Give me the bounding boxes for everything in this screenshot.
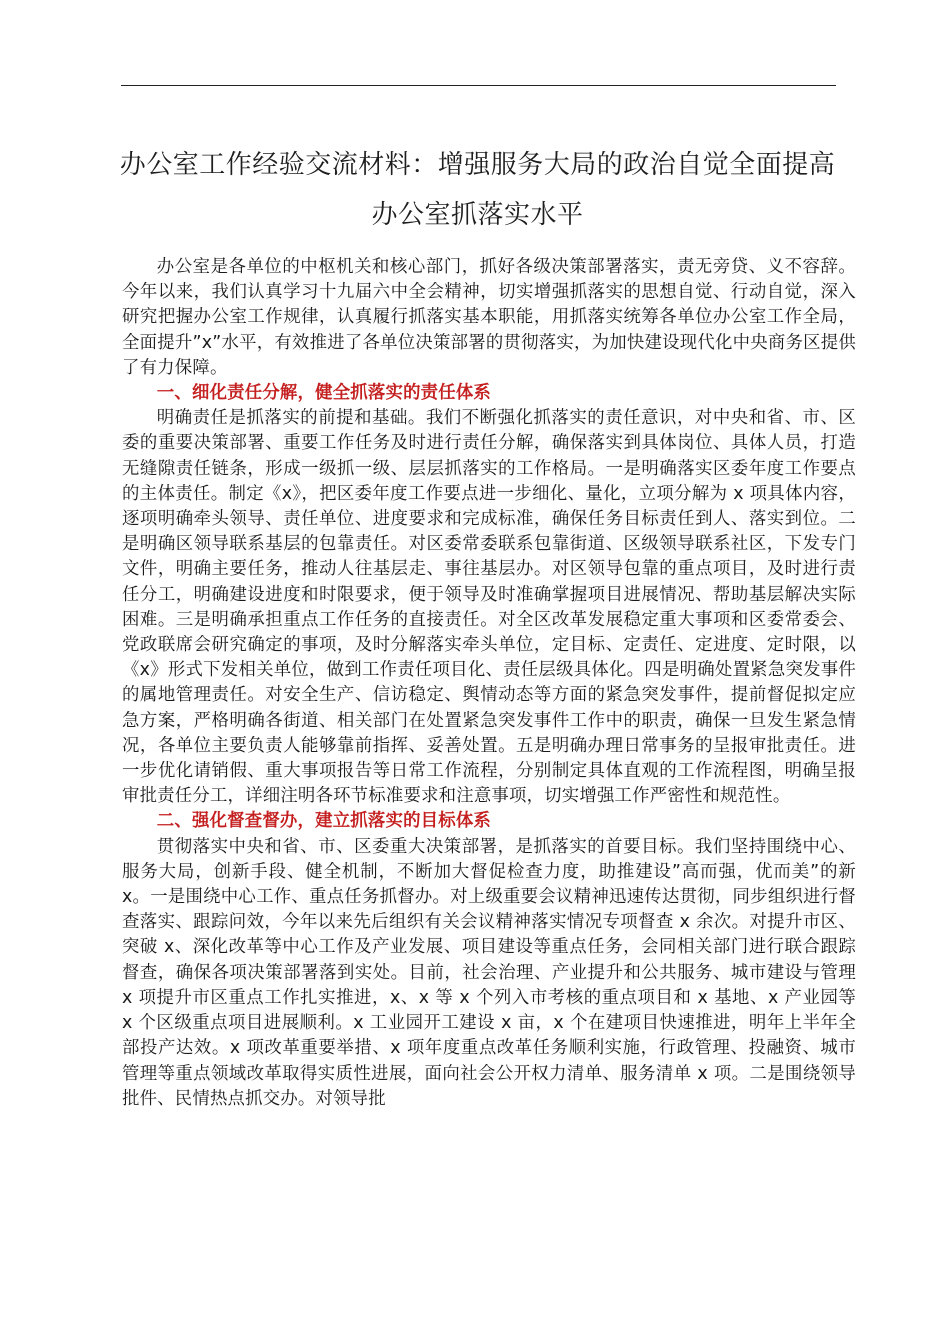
- header-rule: [121, 85, 836, 86]
- section-heading-2: 二、强化督查督办，建立抓落实的目标体系: [156, 811, 492, 832]
- section-heading-1: 一、细化责任分解，健全抓落实的责任体系: [156, 383, 492, 404]
- document-body: [122, 255, 856, 1112]
- intro-paragraph: 办公室是各单位的中枢机关和核心部门，抓好各级决策部署落实，责无旁贷、义不容辞。今年以来，我们认真学习十九届六中全会精神，切实增强抓落实的思想自觉、行动自觉，深入研究把握办公室工作规律，认真履行抓落实基本职能，用抓落实统筹各单位办公室工作全局，全面提升”x”水平，有效推进了各单位决策部署的贯彻落实，为加快建设现代化中央商务区提供了有力保障。: [122, 257, 856, 378]
- section-body-1: 明确责任是抓落实的前提和基础。我们不断强化抓落实的责任意识，对中央和省、市、区委的重要决策部署、重要工作任务及时进行责任分解，确保落实到具体岗位、具体人员，打造无缝隙责任链条，形成一级抓一级、层层抓落实的工作格局。一是明确落实区委年度工作要点的主体责任。制定《x》，把区委年度工作要点进一步细化、量化，立项分解为 x 项具体内容，逐项明确牵头领导、责任单位、进度要求和完成标准，确保任务目标责任到人、落实到位。二是明确区领导联系基层的包靠责任。对区委常委联系包靠街道、区级领导联系社区，下发专门文件，明确主要任务，推动人往基层走、事往基层办。对区领导包靠的重点项目，及时进行责任分工，明确建设进度和时限要求，便于领导及时准确掌握项目进展情况、帮助基层解决实际困难。三是明确承担重点工作任务的直接责任。对全区改革发展稳定重大事项和区委常委会、党政联席会研究确定的事项，及时分解落实牵头单位，定目标、定责任、定进度、定时限，以《x》形式下发相关单位，做到工作责任项目化、责任层级具体化。四是明确处置紧急突发事件的属地管理责任。对安全生产、信访稳定、舆情动态等方面的紧急突发事件，提前督促拟定应急方案，严格明确各街道、相关部门在处置紧急突发事件工作中的职责，确保一旦发生紧急情况，各单位主要负责人能够靠前指挥、妥善处置。五是明确办理日常事务的呈报审批责任。进一步优化请销假、重大事项报告等日常工作流程，分别制定具体直观的工作流程图，明确呈报审批责任分工，详细注明各环节标准要求和注意事项，切实增强工作严密性和规范性。: [122, 408, 856, 807]
- section-body-2: 贯彻落实中央和省、市、区委重大决策部署，是抓落实的首要目标。我们坚持围绕中心、服务大局，创新手段、健全机制，不断加大督促检查力度，助推建设”高而强，优而美”的新 x。一是围绕中心工作、重点任务抓督办。对上级重要会议精神迅速传达贯彻，同步组织进行督查落实、跟踪问效，今年以来先后组织有关会议精神落实情况专项督查 x 余次。对提升市区、突破 x、深化改革等中心工作及产业发展、项目建设等重点任务，会同相关部门进行联合跟踪督查，确保各项决策部署落到实处。目前，社会治理、产业提升和公共服务、城市建设与管理 x 项提升市区重点工作扎实推进，x、x 等 x 个列入市考核的重点项目和 x 基地、x 产业园等 x 个区级重点项目进展顺利。x 工业园开工建设 x 亩，x 个在建项目快速推进，明年上半年全部投产达效。x 项改革重要举措、x 项年度重点改革任务顺利实施，行政管理、投融资、城市管理等重点领域改革取得实质性进展，面向社会公开权力清单、服务清单 x 项。二是围绕领导批件、民情热点抓交办。对领导批: [122, 836, 856, 1109]
- document-title: 办公室工作经验交流材料：增强服务大局的政治自觉全面提高办公室抓落实水平: [119, 150, 836, 230]
